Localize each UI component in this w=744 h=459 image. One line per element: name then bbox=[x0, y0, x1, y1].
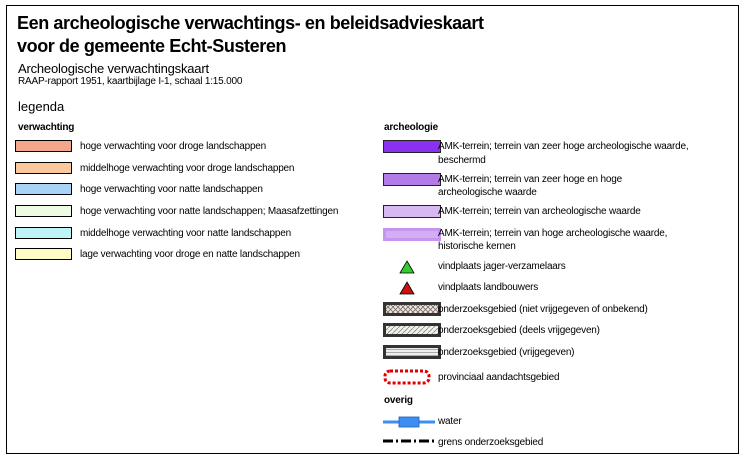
legend-item-label: grens onderzoeksgebied bbox=[438, 437, 544, 448]
subtitle: Archeologische verwachtingskaart bbox=[18, 61, 209, 76]
legend-item-label: historische kernen bbox=[438, 241, 516, 252]
legend-item-label: AMK-terrein; terrein van hoge archeologische waarde, bbox=[438, 228, 668, 239]
archeologie-heading: archeologie bbox=[384, 122, 438, 133]
swatch-amk-historische-kernen bbox=[383, 228, 441, 241]
swatch-hoge-droog bbox=[15, 140, 72, 152]
legend-item-label: water bbox=[438, 416, 462, 427]
verwachting-heading: verwachting bbox=[18, 122, 75, 133]
red-triangle-icon bbox=[400, 282, 414, 294]
swatch-lage bbox=[15, 248, 72, 260]
legend-item-label: vindplaats landbouwers bbox=[438, 282, 539, 293]
legend-item-label: middelhoge verwachting voor droge landschappen bbox=[80, 163, 295, 174]
boundary-line-icon bbox=[383, 437, 435, 445]
swatch-hoge-nat bbox=[15, 183, 72, 195]
legend-item-label: beschermd bbox=[438, 155, 486, 166]
swatch-middelhoge-droog bbox=[15, 162, 72, 174]
green-triangle-icon bbox=[400, 261, 414, 273]
legend-item-label: onderzoeksgebied (niet vrijgegeven of onbekend) bbox=[438, 304, 648, 315]
legend-item-label: lage verwachting voor droge en natte landschappen bbox=[80, 249, 300, 260]
legend-item-label: AMK-terrein; terrein van zeer hoge archeologische waarde, bbox=[438, 141, 689, 152]
title-line-2: voor de gemeente Echt-Susteren bbox=[17, 36, 287, 56]
legend-heading: legenda bbox=[18, 99, 65, 114]
legend-item-label: hoge verwachting voor natte landschappen; Maasafzettingen bbox=[80, 206, 339, 217]
diagonal-hatch-swatch-icon bbox=[383, 323, 441, 337]
water-line-icon bbox=[383, 416, 435, 428]
legend-item-label: AMK-terrein; terrein van zeer hoge en hoge bbox=[438, 174, 622, 185]
swatch-amk-archeologische-waarde bbox=[383, 205, 441, 218]
swatch-amk-zeer-hoog-hoog bbox=[383, 173, 441, 186]
legend-item-label: provinciaal aandachtsgebied bbox=[438, 372, 560, 383]
legend-item-label: onderzoeksgebied (deels vrijgegeven) bbox=[438, 325, 600, 336]
overig-heading: overig bbox=[384, 395, 413, 406]
report-line: RAAP-rapport 1951, kaartbijlage I-1, schaal 1:15.000 bbox=[18, 76, 243, 87]
title-line-1: Een archeologische verwachtings- en beleidsadvieskaart bbox=[17, 13, 484, 33]
crosshatch-swatch-icon bbox=[383, 302, 441, 316]
legend-item-label: onderzoeksgebied (vrijgegeven) bbox=[438, 347, 575, 358]
swatch-amk-zeer-hoog-beschermd bbox=[383, 140, 441, 153]
legend-item-label: archeologische waarde bbox=[438, 187, 537, 198]
horizontal-hatch-swatch-icon bbox=[383, 345, 441, 359]
legend-item-label: middelhoge verwachting voor natte landschappen bbox=[80, 228, 291, 239]
swatch-hoge-nat-maas bbox=[15, 205, 72, 217]
legend-item-label: vindplaats jager-verzamelaars bbox=[438, 261, 566, 272]
legend-item-label: hoge verwachting voor natte landschappen bbox=[80, 184, 263, 195]
swatch-middelhoge-nat bbox=[15, 227, 72, 239]
dotted-red-outline-icon bbox=[383, 369, 431, 385]
legend-item-label: hoge verwachting voor droge landschappen bbox=[80, 141, 267, 152]
legend-item-label: AMK-terrein; terrein van archeologische waarde bbox=[438, 206, 641, 217]
